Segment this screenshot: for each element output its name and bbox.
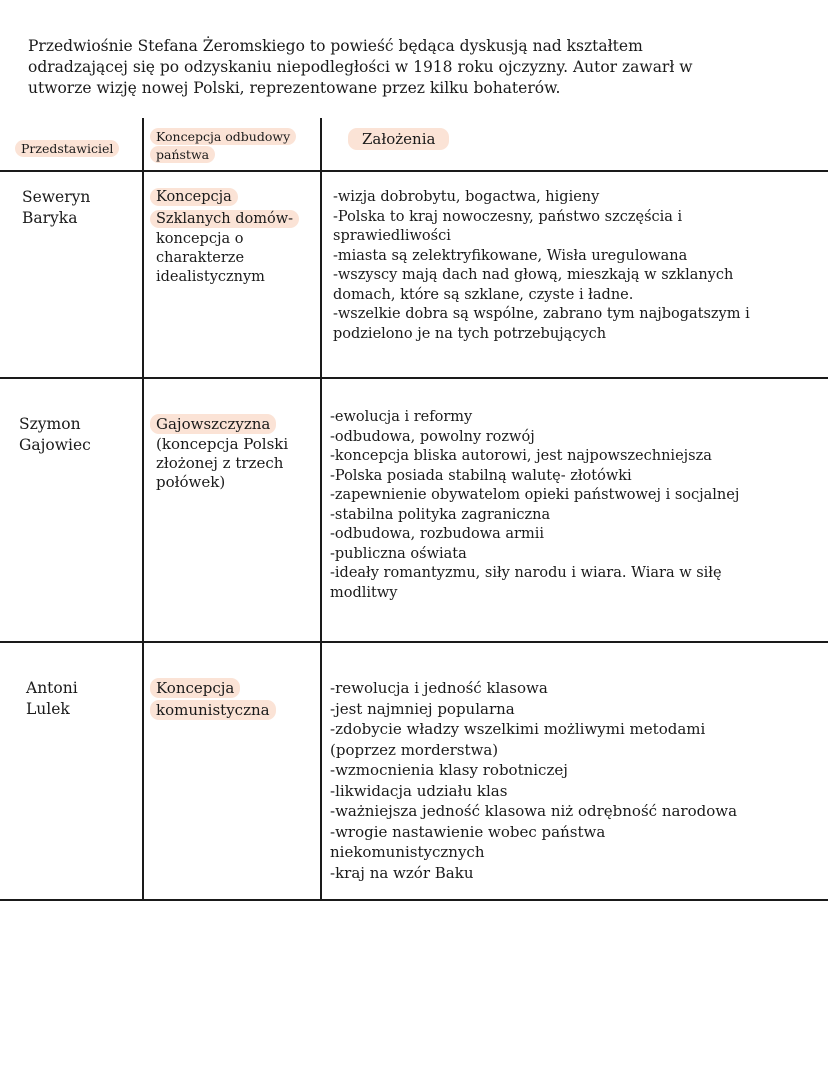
assumption-line: -likwidacja udziału klas (330, 781, 508, 800)
assumption-line: -wrogie nastawienie wobec państwa (330, 822, 606, 841)
row-1-name: Seweryn Baryka (22, 188, 91, 227)
assumption-line: -wizja dobrobytu, bogactwa, higieny (333, 189, 600, 205)
assumption-line: -publiczna oświata (330, 545, 467, 562)
intro-line: Przedwiośnie Stefana Żeromskiego to powieść będąca dyskusją nad kształtem (28, 37, 643, 55)
intro-line: odradzającej się po odzyskaniu niepodległości w 1918 roku ojczyzny. Autor zawarł w (28, 58, 693, 76)
assumption-line: (poprzez morderstwa) (330, 740, 499, 759)
row-2-assumptions (330, 408, 739, 603)
assumption-line: -ważniejsza jedność klasowa niż odrębność narodowa (330, 802, 738, 820)
assumption-line: -ewolucja i reformy (330, 409, 473, 425)
row-3-assumptions (330, 678, 737, 883)
row-1-assumptions (333, 188, 750, 344)
row-3-name: Antoni Lulek (26, 679, 78, 718)
table-row-divider-1 (0, 377, 828, 379)
assumption-line: -koncepcja bliska autorowi, jest najpowszechniejsza (330, 448, 712, 464)
assumption-line: -Polska to kraj nowoczesny, państwo szczęścia i (333, 208, 683, 225)
assumption-line: -zapewnienie obywatelom opieki państwowej i socjalnej (330, 487, 740, 503)
assumption-line: -jest najmniej popularna (330, 699, 515, 718)
assumption-line: -odbudowa, powolny rozwój (330, 428, 535, 445)
table-row-divider-2 (0, 641, 828, 643)
header-representative: Przedstawiciel (15, 140, 119, 158)
assumption-line: -Polska posiada stabilną walutę- złotówki (330, 467, 632, 484)
assumption-line: sprawiedliwości (333, 228, 451, 244)
assumption-line: -wszelkie dobra są wspólne, zabrano tym najbogatszym i (333, 306, 750, 322)
table-vertical-divider-1 (142, 118, 144, 901)
assumption-line: -odbudowa, rozbudowa armii (330, 526, 545, 542)
row-1-concept: Koncepcja Szklanych domów- koncepcja o charakterze idealistycznym (150, 186, 318, 287)
assumption-line: -rewolucja i jedność klasowa (330, 679, 548, 697)
assumption-line: domach, które są szklane, czyste i ładne. (333, 286, 634, 303)
table-vertical-divider-2 (320, 118, 322, 901)
row-2-name: Szymon Gajowiec (19, 415, 91, 454)
assumption-line: -ideały romantyzmu, siły narodu i wiara. Wiara w siłę (330, 565, 722, 581)
header-concept: Koncepcja odbudowy państwa (150, 128, 318, 164)
header-assumptions: Założenia (348, 130, 449, 148)
intro-line: utworze wizję nowej Polski, reprezentowane przez kilku bohaterów. (28, 79, 561, 97)
row-2-concept: Gajowszczyzna (koncepcja Polski złożonej z trzech połówek) (150, 413, 318, 492)
table-header-divider (0, 170, 828, 172)
intro-paragraph (28, 36, 808, 99)
assumption-line: -zdobycie władzy wszelkimi możliwymi metodami (330, 720, 706, 738)
assumption-line: modlitwy (330, 584, 398, 601)
assumption-line: -wszyscy mają dach nad głową, mieszkają w szklanych (333, 267, 734, 283)
assumption-line: -wzmocnienia klasy robotniczej (330, 761, 568, 779)
table-bottom-border (0, 899, 828, 901)
row-3-concept: Koncepcja komunistyczna (150, 677, 318, 721)
assumption-line: podzielono je na tych potrzebujących (333, 325, 607, 342)
assumption-line: -miasta są zelektryfikowane, Wisła uregulowana (333, 247, 688, 264)
assumption-line: -kraj na wzór Baku (330, 863, 474, 882)
assumption-line: niekomunistycznych (330, 843, 485, 861)
assumption-line: -stabilna polityka zagraniczna (330, 506, 551, 523)
